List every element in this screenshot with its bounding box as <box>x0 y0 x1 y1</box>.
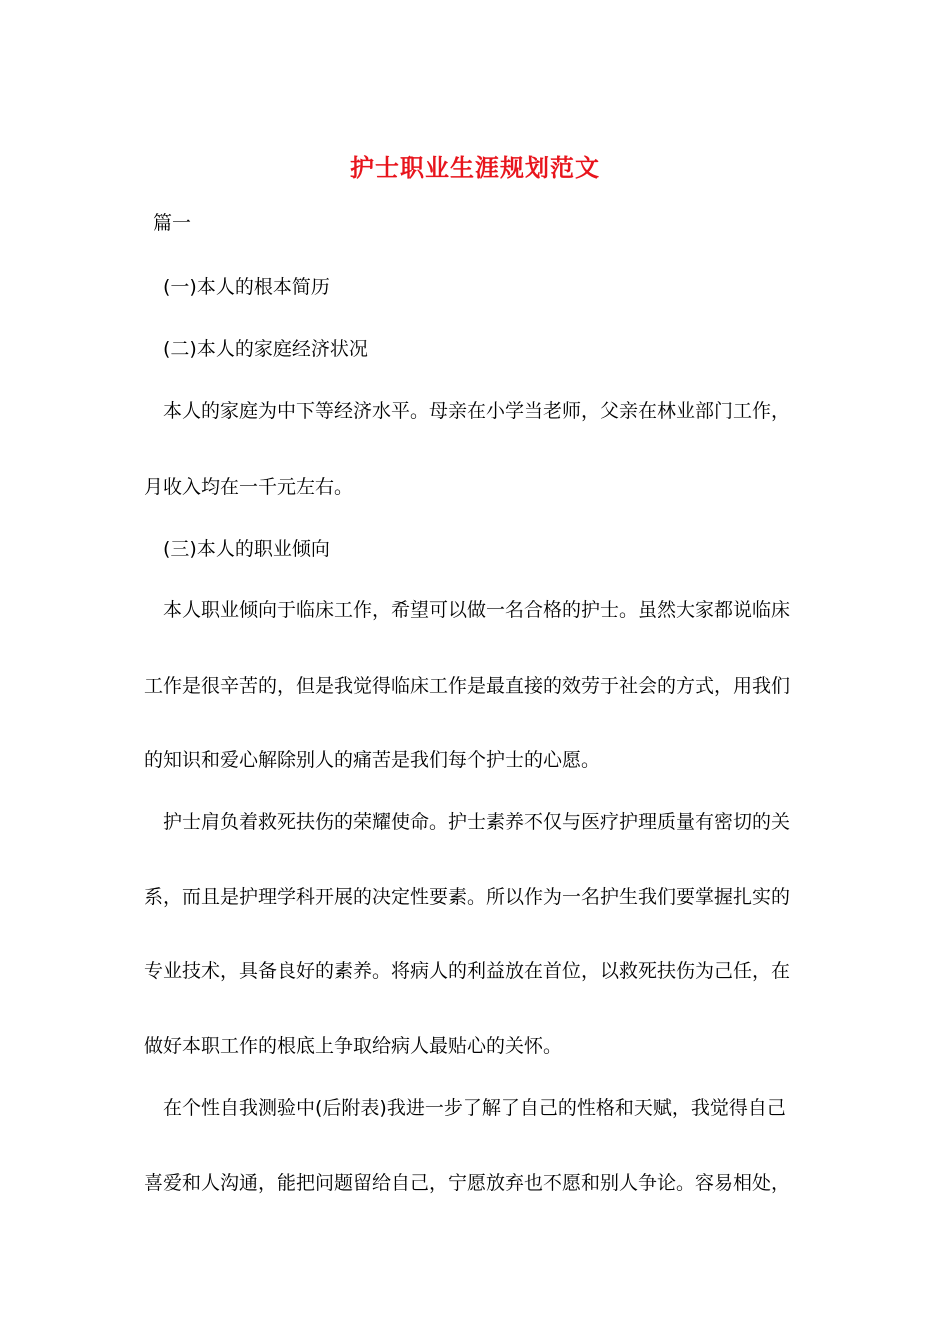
section-heading: (一)本人的根本简历 <box>163 276 330 298</box>
section-heading: (二)本人的家庭经济状况 <box>163 338 368 360</box>
paragraph-line: 在个性自我测验中(后附表)我进一步了解了自己的性格和天赋，我觉得自己 <box>163 1097 786 1119</box>
paragraph-line: 护士肩负着救死扶伤的荣耀使命。护士素养不仅与医疗护理质量有密切的关 <box>163 811 791 833</box>
document-title: 护士职业生涯规划范文 <box>350 153 600 182</box>
section-heading: (三)本人的职业倾向 <box>163 538 330 560</box>
paragraph-line: 的知识和爱心解除别人的痛苦是我们每个护士的心愿。 <box>144 749 601 771</box>
paragraph-line: 本人的家庭为中下等经济水平。母亲在小学当老师，父亲在林业部门工作， <box>163 400 791 422</box>
part-label: 篇一 <box>153 212 192 234</box>
paragraph-line: 做好本职工作的根底上争取给病人最贴心的关怀。 <box>144 1035 563 1057</box>
paragraph-line: 月收入均在一千元左右。 <box>144 476 354 498</box>
paragraph-line: 喜爱和人沟通，能把问题留给自己，宁愿放弃也不愿和别人争论。容易相处， <box>144 1172 791 1194</box>
paragraph-line: 专业技术，具备良好的素养。将病人的利益放在首位，以救死扶伤为己任，在 <box>144 960 791 982</box>
paragraph-line: 系，而且是护理学科开展的决定性要素。所以作为一名护生我们要掌握扎实的 <box>144 886 791 908</box>
paragraph-line: 工作是很辛苦的，但是我觉得临床工作是最直接的效劳于社会的方式，用我们 <box>144 675 791 697</box>
paragraph-line: 本人职业倾向于临床工作，希望可以做一名合格的护士。虽然大家都说临床 <box>163 599 791 621</box>
